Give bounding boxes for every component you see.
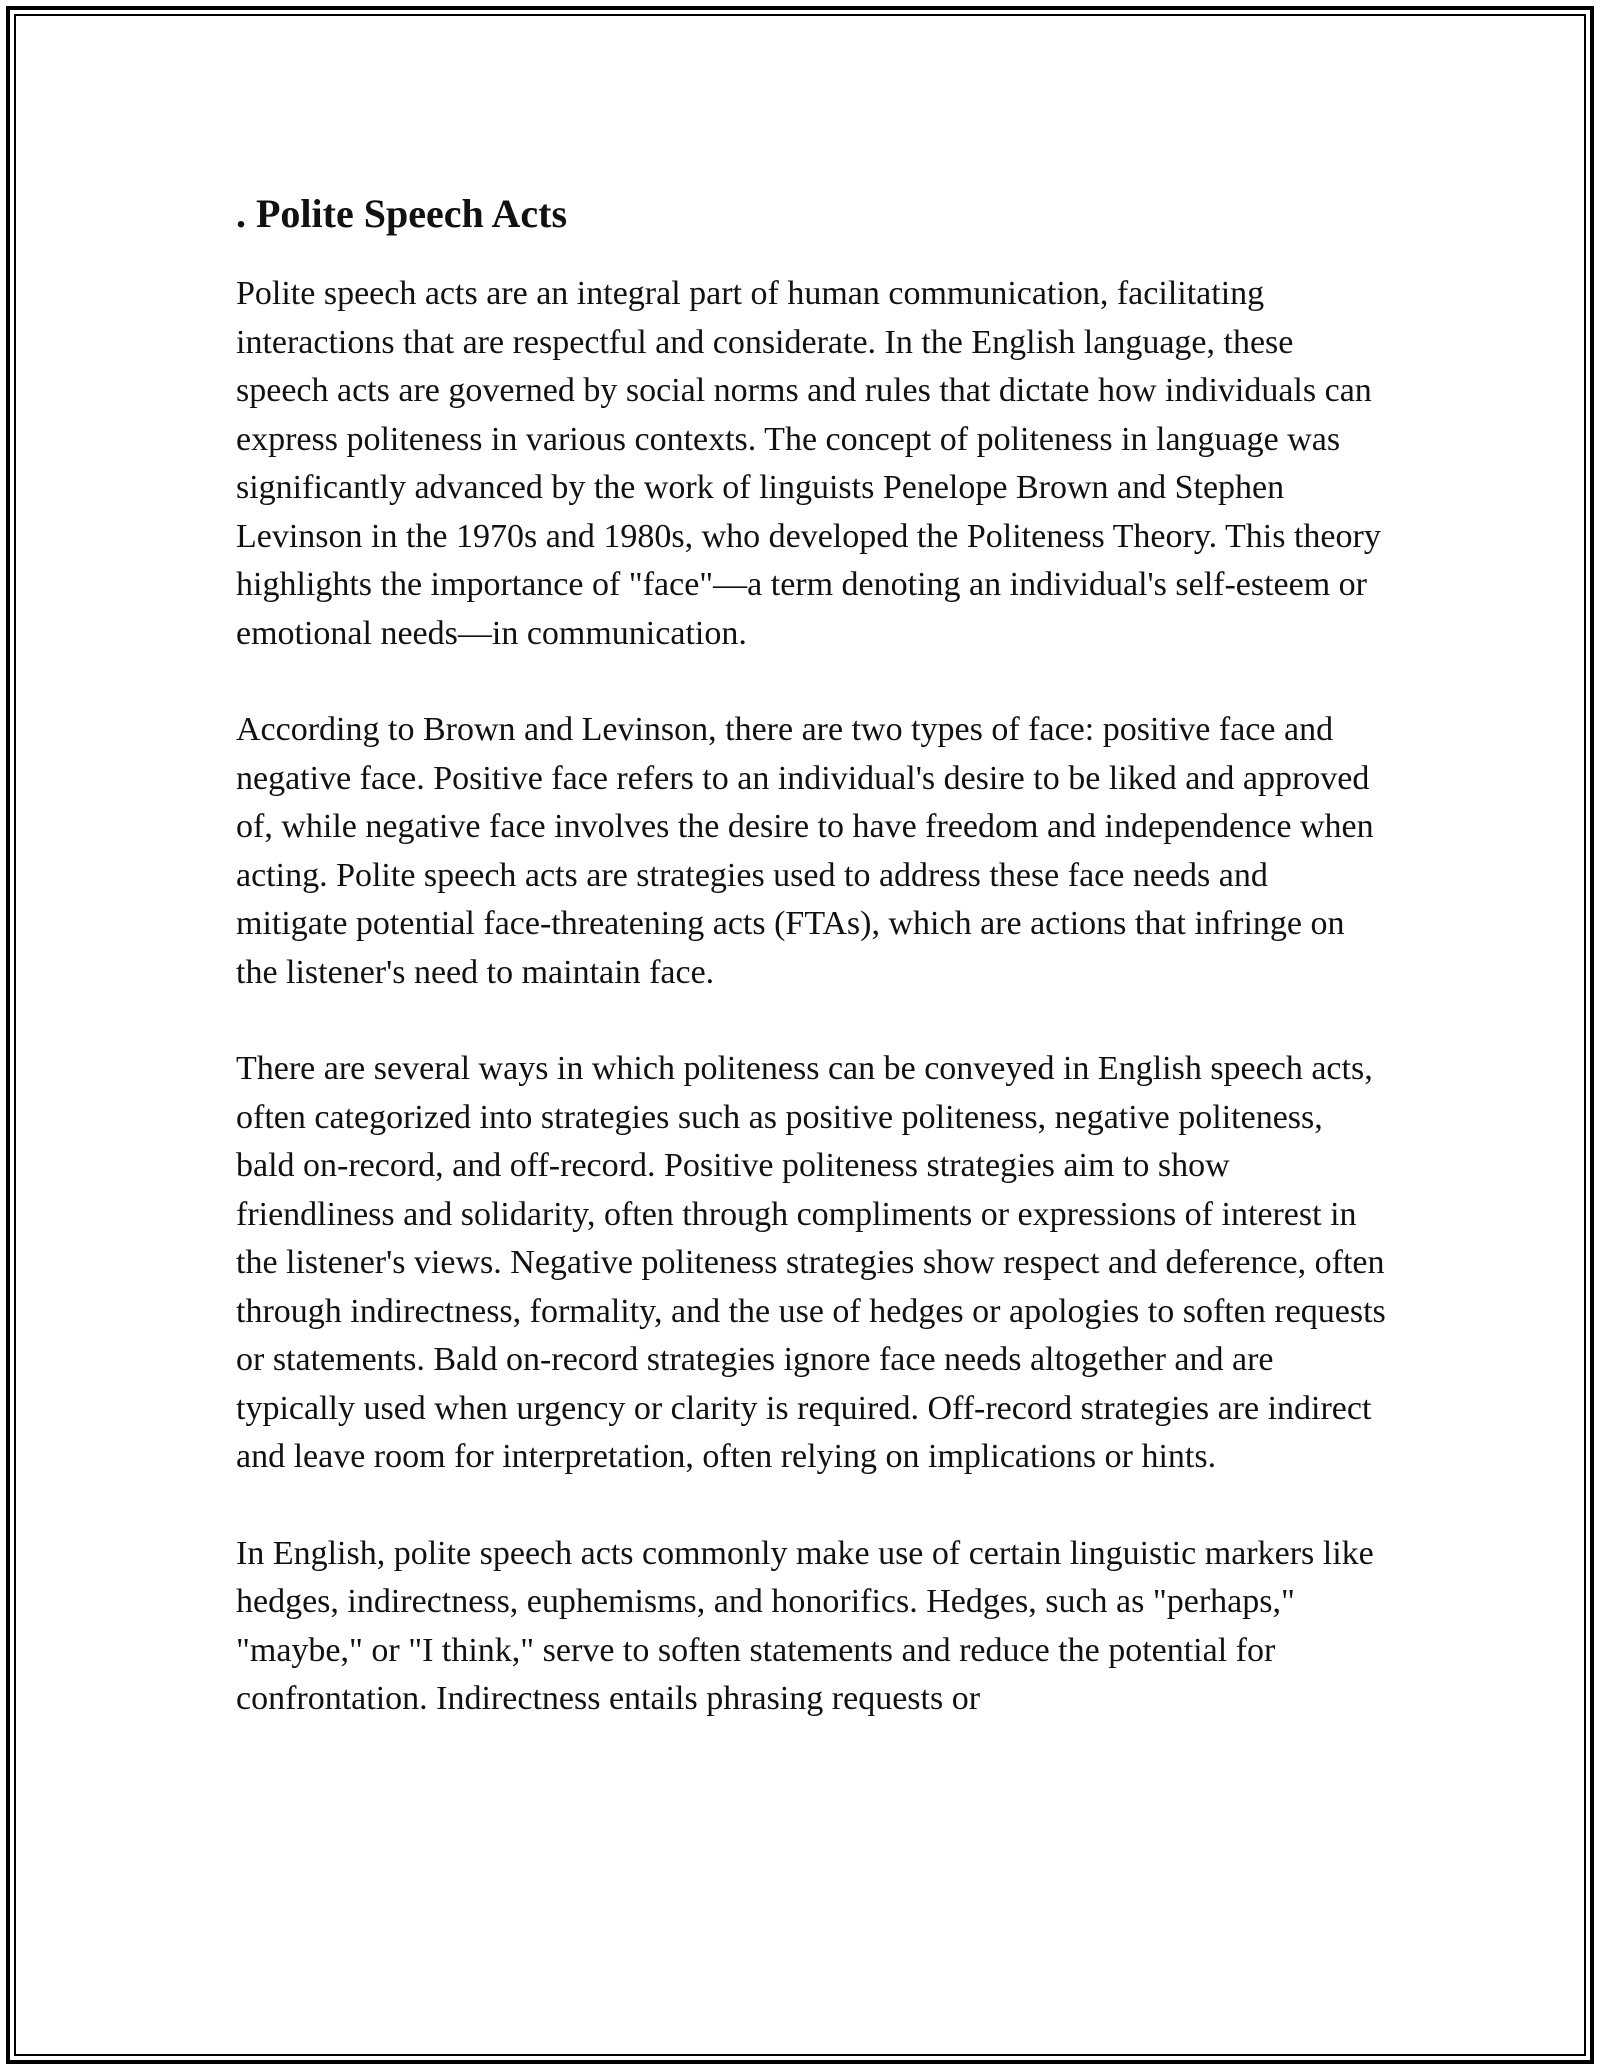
paragraph-1: Polite speech acts are an integral part of human communication, facilitating interactions that are respectful and considerate. In the English language, these speech acts are governed by social norms and rules that dictate how individuals can express politeness in various contexts. The concept of politeness in language was significantly advanced by the work of linguists Penelope Brown and Stephen Levinson in the 1970s and 1980s, who developed the Politeness Theory. This theory highlights the importance of "face"—a term denoting an individual's self-esteem or emotional needs—in communication. xyxy=(236,275,1381,652)
section-heading: . Polite Speech Acts xyxy=(236,191,568,236)
paragraph-4: In English, polite speech acts commonly make use of certain linguistic markers like hedges, indirectness, euphemisms, and honorifics. Hedges, such as "perhaps," "maybe," or "I think," serve to soften statements and reduce the potential for confrontation. Indirectness entails phrasing requests or xyxy=(236,1534,1374,1717)
paragraph-2: According to Brown and Levinson, there are two types of face: positive face and negative face. Positive face refers to an individual's desire to be liked and approved of, while negative face involves the desire to have freedom and independence when acting. Polite speech acts are strategies used to address these face needs and mitigate potential face-threatening acts (FTAs), which are actions that infringe on the listener's need to maintain face. xyxy=(236,711,1374,991)
paragraph-3: There are several ways in which politeness can be conveyed in English speech acts, often categorized into strategies such as positive politeness, negative politeness, bald on-record, and off-record. Positive politeness strategies aim to show friendliness and solidarity, often through compliments or expressions of interest in the listener's views. Negative politeness strategies show respect and deference, often through indirectness, formality, and the use of hedges or apologies to soften requests or statements. Bald on-record strategies ignore face needs altogether and are typically used when urgency or clarity is required. Off-record strategies are indirect and leave room for interpretation, often relying on implications or hints. xyxy=(236,1050,1386,1475)
document-body xyxy=(236,186,1386,1772)
